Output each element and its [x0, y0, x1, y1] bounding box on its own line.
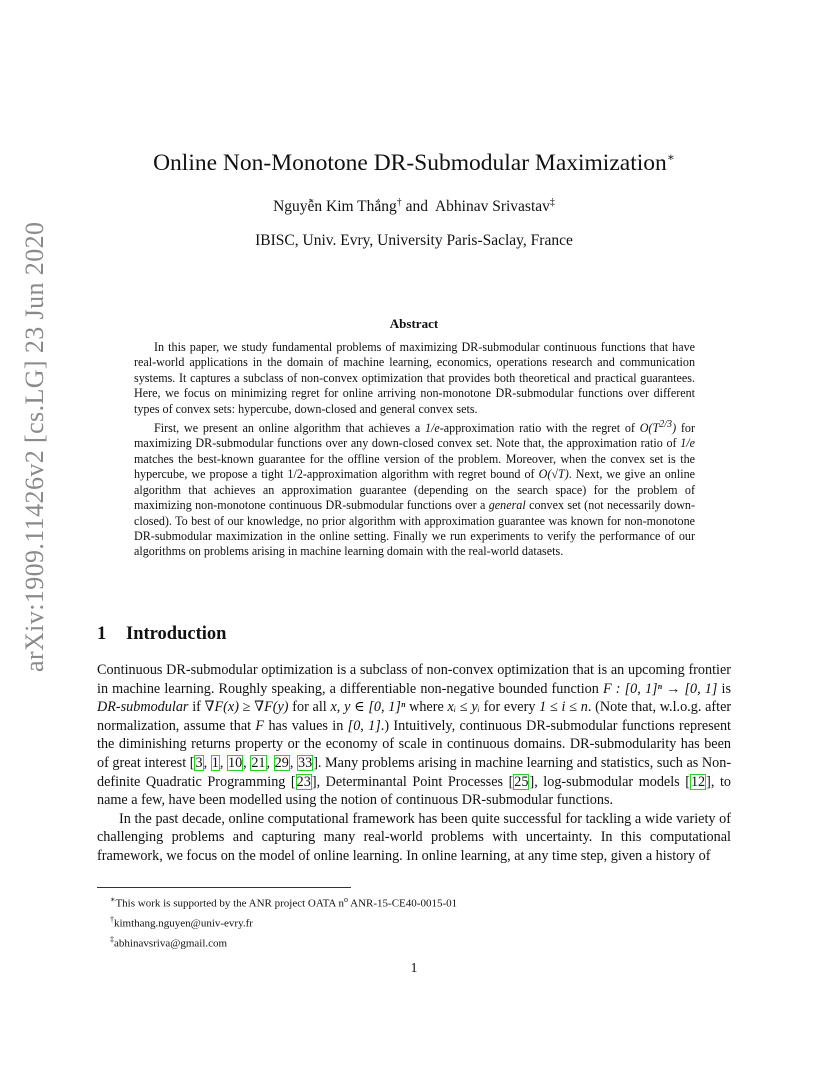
author-1-mark: † — [396, 197, 402, 208]
footnote-mark: ∗ — [110, 895, 116, 904]
math-inline: x, y ∈ [0, 1]ⁿ — [330, 699, 406, 716]
math-inline: F — [255, 717, 265, 734]
abstract-text: convex set (not necessarily down-closed). To best of our knowledge, no prior algorithm with approximation guarantee was known for non-monotone DR-submodular maximization in the online setting. Finally we run experiments to verify the performance of our algorithms on problems arising in machine learning domain with the real-world datasets. — [134, 498, 696, 559]
citation-link[interactable]: 3 — [195, 754, 203, 771]
emphasis: general — [488, 498, 526, 513]
body-text: where — [409, 699, 444, 716]
author-conjunction: and — [405, 198, 429, 216]
citation-link[interactable]: 12 — [690, 773, 706, 790]
abstract-text: First, we present an online algorithm that achieves a — [154, 421, 421, 436]
footnote-text: kimthang.nguyen@univ-evry.fr — [114, 917, 253, 930]
section-number: 1 — [97, 624, 107, 644]
footnote-divider — [97, 887, 351, 888]
author-line — [0, 197, 828, 216]
affiliation: IBISC, Univ. Evry, University Paris-Saclay, France — [255, 232, 573, 249]
math-inline: xᵢ ≤ yᵢ — [447, 699, 480, 716]
footnote-funding — [110, 892, 710, 912]
citation-link[interactable]: 21 — [251, 754, 266, 771]
abstract-text: matches the best-known guarantee for the offline version of the problem. Moreover, when the convex set is the hypercube, we propose a tight 1/2-approximation algorithm with regret bound of — [134, 451, 695, 482]
abstract-text: for maximizing DR-submodular functions over any down-closed convex set. Note that, the approximation ratio of — [134, 421, 696, 451]
section-title: Introduction — [126, 624, 227, 644]
math-inline: 1/e — [425, 421, 440, 436]
body-text: for all — [292, 699, 327, 716]
paper-title — [0, 150, 828, 177]
abstract-heading: Abstract — [389, 316, 439, 331]
footnote-superscript: o — [344, 895, 349, 904]
introduction-body — [97, 661, 731, 866]
body-text: is — [721, 680, 731, 697]
math-inline: F : [0, 1]ⁿ → [0, 1] — [602, 680, 718, 697]
math-close: ) — [672, 421, 677, 436]
footnote-email-2 — [110, 932, 710, 952]
footnote-text: abhinavsriva@gmail.com — [114, 937, 228, 950]
citation-link[interactable]: 1 — [211, 754, 219, 771]
footnote-email-1 — [110, 912, 710, 932]
body-text: if — [192, 699, 201, 716]
body-text: has values in — [268, 717, 344, 734]
abstract-text: -approximation ratio with the regret of — [439, 421, 635, 436]
author-2-mark: ‡ — [549, 197, 555, 208]
abstract-text: . Next, we give an online algorithm that achieves an approximation guarantee (depending on the search space) for the problem of maximizing non-monotone continuous DR-submodular functions over a — [134, 467, 695, 513]
body-text: for every — [483, 699, 536, 716]
author-1: Nguyễn Kim Thắng — [273, 198, 397, 216]
body-text: ]. Many problems arising in machine learning and statistics, such as Non-definite Quadratic Programming [ — [97, 754, 732, 790]
citation-link[interactable]: 23 — [296, 773, 311, 790]
body-text: Continuous DR-submodular optimization is a subclass of non-convex optimization that is an upcoming frontier in machine learning. Roughly speaking, a differentiable non-negative bounded function — [97, 662, 731, 697]
arxiv-identifier: arXiv:1909.11426v2 [cs.LG] 23 Jun 2020 — [20, 221, 49, 672]
math-inline: O(√T) — [538, 467, 569, 482]
title-footnote-mark: ∗ — [666, 150, 675, 165]
math-inline — [640, 421, 676, 435]
abstract-body — [134, 340, 695, 560]
math-inline: [0, 1] — [347, 717, 381, 734]
abstract-paragraph-2 — [134, 417, 695, 560]
body-text: .) Intuitively, continuous DR-submodular functions represent the diminishing returns property or the economy of scale in continuous domains. DR-submodularity has been of great interest [ — [97, 717, 731, 771]
citation-link[interactable]: 10 — [227, 754, 243, 771]
footnote-text: ANR-15-CE40-0015-01 — [350, 897, 458, 910]
body-text: ], to name a few, have been modelled using the notion of continuous DR-submodular functions. — [97, 773, 731, 809]
math-inline: 1/e — [680, 436, 695, 451]
citation-link[interactable]: 33 — [298, 754, 313, 771]
abstract-paragraph-1: In this paper, we study fundamental problems of maximizing DR-submodular continuous functions that have real-world applications in the domain of machine learning, economics, operations research and communication systems. It captures a subclass of non-convex optimization that provides both theoretical and practical guarantees. Here, we focus on minimizing regret for online arriving non-monotone DR-submodular functions over different types of convex sets: hypercube, down-closed and general convex sets. — [134, 340, 695, 416]
body-text: ], Determinantal Point Processes [ — [311, 773, 514, 790]
citation-link[interactable]: 29 — [274, 754, 289, 771]
body-text: ], log-submodular models [ — [529, 773, 690, 790]
intro-paragraph-2: In the past decade, online computational framework has been quite successful for tackling a wide variety of challenging problems and capturing many real-world problems with uncertainty. In this computational framework, we focus on the model of online learning. In online learning, at any time step, given a history of — [97, 810, 731, 864]
page-number: 1 — [410, 961, 418, 976]
body-text: . (Note that, w.l.o.g. after normalization, assume that — [97, 699, 732, 734]
footnotes — [110, 892, 710, 952]
citation-link[interactable]: 25 — [514, 773, 529, 790]
footnote-mark: † — [110, 914, 114, 924]
footnote-text: This work is supported by the ANR project OATA n — [115, 897, 345, 910]
section-heading — [97, 624, 226, 645]
emphasis: DR-submodular — [97, 699, 189, 716]
math-inline: 1 ≤ i ≤ n — [539, 699, 588, 716]
math-base: O(T — [639, 421, 660, 436]
title-text: Online Non-Monotone DR-Submodular Maximization — [153, 150, 667, 176]
math-exponent: 2/3 — [659, 419, 673, 431]
intro-paragraph-1: Continuous DR-submodular optimization is a subclass of non-convex optimization that is an upcoming frontier in machine learning. Roughly speaking, a differentiable non-negative bounded function F : [0, 1]ⁿ → [0, 1] is DR-submodular if ∇F(x) ≥ ∇F(y) for all x, y ∈ [0, 1]ⁿ where xᵢ ≤ yᵢ for every 1 ≤ i ≤ n. (Note that, w.l.o.g. after normalization, assume that F has values in [0, 1].) Intuitively, continuous DR-submodular functions represent the diminishing returns property or the economy of scale in continuous domains. DR-submodularity has been of great interest [3, 1, 10, 21, 29, 33]. Many problems arising in machine learning and statistics, such as Non-definite Quadratic Programming [23], Determinantal Point Processes [25], log-submodular models [12], to name a few, have been modelled using the notion of continuous DR-submodular functions. — [97, 662, 732, 809]
author-2: Abhinav Srivastav — [434, 198, 550, 216]
math-inline: ∇F(x) ≥ ∇F(y) — [204, 699, 289, 716]
footnote-mark: ‡ — [110, 934, 114, 944]
